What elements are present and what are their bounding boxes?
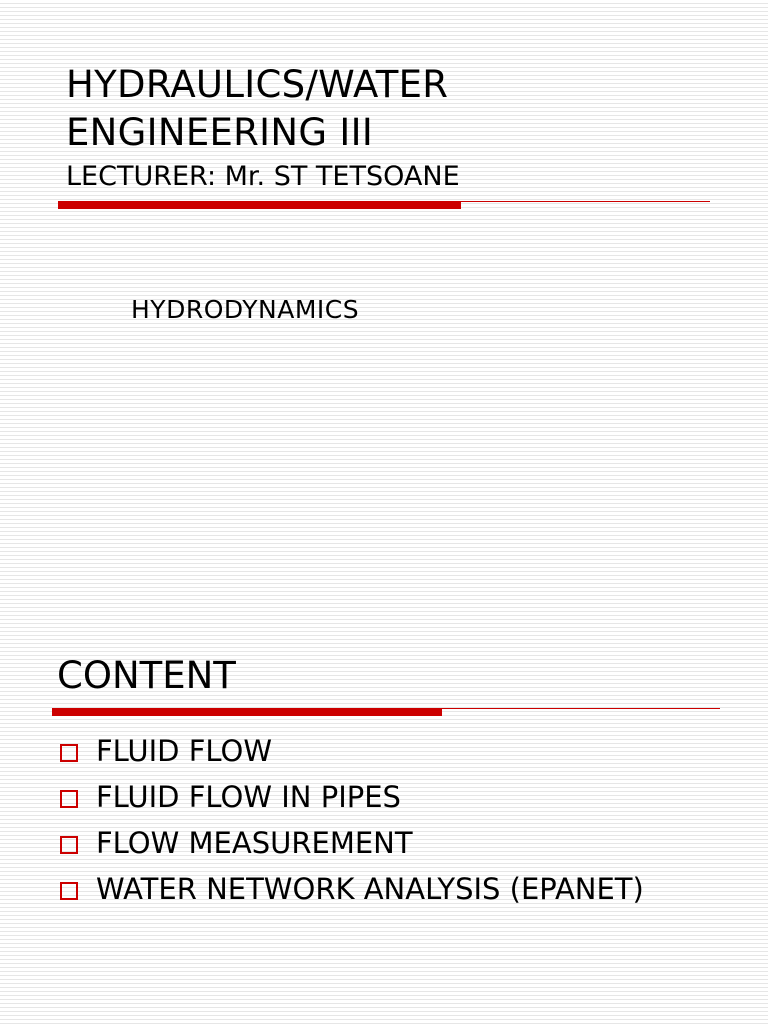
title-divider-thick bbox=[58, 201, 461, 209]
title-divider-thin bbox=[461, 201, 710, 202]
course-title-line-1: HYDRAULICS/WATER bbox=[66, 63, 449, 106]
list-item bbox=[58, 774, 738, 820]
hollow-square-bullet-icon bbox=[60, 836, 78, 854]
slide-content bbox=[0, 512, 768, 1024]
list-item-label: FLOW MEASUREMENT bbox=[96, 826, 413, 860]
hollow-square-bullet-icon bbox=[60, 744, 78, 762]
content-divider-thick bbox=[52, 708, 442, 716]
list-item-label: FLUID FLOW IN PIPES bbox=[96, 780, 401, 814]
course-title-line-2: ENGINEERING III bbox=[66, 111, 374, 154]
list-item bbox=[58, 820, 738, 866]
list-item bbox=[58, 866, 738, 912]
content-divider-thin bbox=[442, 708, 720, 709]
hollow-square-bullet-icon bbox=[60, 882, 78, 900]
slide-subtitle: HYDRODYNAMICS bbox=[131, 295, 360, 324]
list-item-label: FLUID FLOW bbox=[96, 734, 273, 768]
list-item bbox=[58, 728, 738, 774]
content-heading: CONTENT bbox=[57, 654, 236, 697]
hollow-square-bullet-icon bbox=[60, 790, 78, 808]
lecturer-line: LECTURER: Mr. ST TETSOANE bbox=[66, 161, 460, 192]
list-item-label: WATER NETWORK ANALYSIS (EPANET) bbox=[96, 872, 644, 906]
content-list bbox=[58, 728, 738, 912]
